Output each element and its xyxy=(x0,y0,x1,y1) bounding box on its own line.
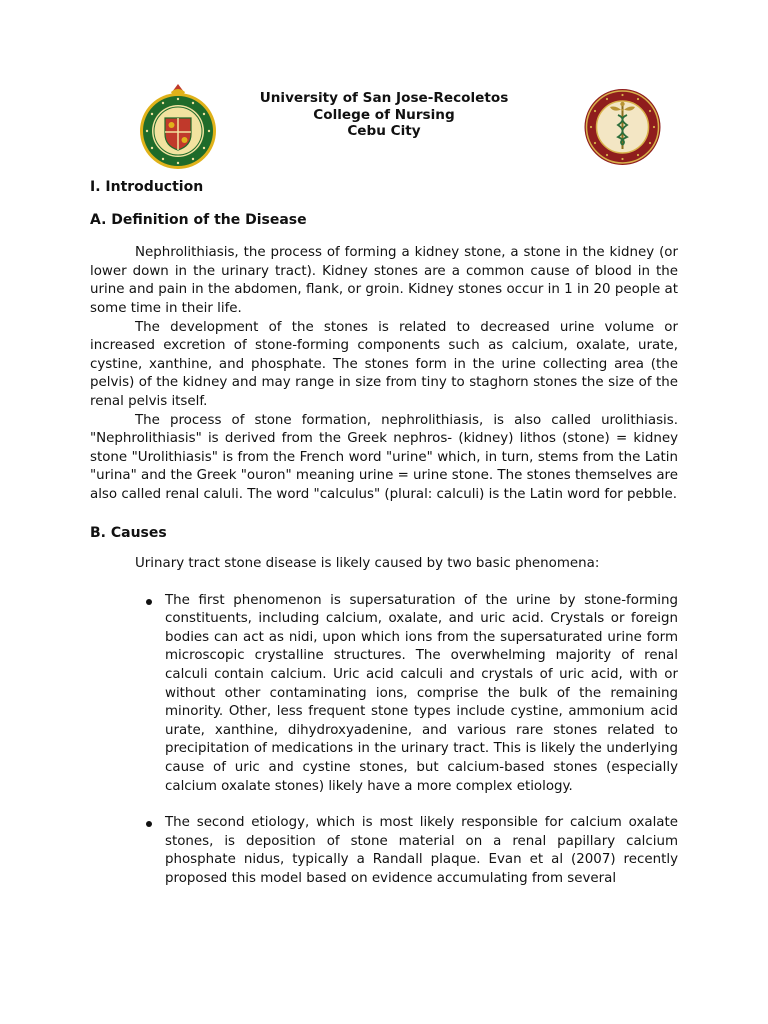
document-body xyxy=(90,178,678,907)
subheading-definition: A. Definition of the Disease xyxy=(90,211,307,228)
paragraph-definition-1: Nephrolithiasis, the process of forming a kidney stone, a stone in the kidney (or lower down in the urinary tract). Kidney stones are a common cause of blood in the urine and pain in the abdomen, flank, or groin. Kidney stones occur in 1 in 20 people at some time in their life. xyxy=(90,245,678,316)
causes-bullet-list xyxy=(90,592,678,889)
nursing-college-seal-icon xyxy=(583,87,662,167)
paragraph-definition-2: The development of the stones is related to decreased urine volume or increased excretion of stone-forming components such as calcium, oxalate, urate, cystine, xanthine, and phosphate. The stones form in the urine collecting area (the pelvis) of the kidney and may range in size from tiny to staghorn stones the size of the renal pelvis itself. xyxy=(90,319,678,409)
university-name: University of San Jose-Recoletos xyxy=(259,90,509,106)
bullet-text: The second etiology, which is most likely responsible for calcium oxalate stones, is deposition of stone material on a renal papillary calcium phosphate nidus, typically a Randall plaque. Evan et al (2007) recently proposed this model based on evidence accumulating from several xyxy=(165,815,678,886)
section-heading-introduction: I. Introduction xyxy=(90,179,204,195)
bullet-text: The first phenomenon is supersaturation of the urine by stone-forming constituents, including calcium, oxalate, and uric acid. Crystals or foreign bodies can act as nidi, upon which ions from the supersaturated urine form microscopic crystalline structures. The overwhelming majority of renal calculi contain calcium. Uric acid calculi and crystals of uric acid, with or without other contaminating ions, comprise the bulk of the remaining minority. Other, less frequent stone types include cystine, ammonium acid urate, xanthine, dihydroxyadenine, and various rare stones related to precipitation of medications in the urinary tract. This is likely the underlying cause of uric and cystine stones, but calcium-based stones (especially calcium oxalate stones) likely have a more complex etiology. xyxy=(165,592,678,794)
subheading-causes: B. Causes xyxy=(90,524,167,541)
bullet-icon xyxy=(146,821,152,827)
paragraph-definition-3: The process of stone formation, nephrolithiasis, is also called urolithiasis. "Nephrolithiasis" is derived from the Greek nephros- (kidney) lithos (stone) = kidney stone "Urolithiasis" is from the French word "urine" which, in turn, stems from the Latin "urina" and the Greek "ouron" meaning urine = urine stone. The stones themselves are also called renal caluli. The word "calculus" (plural: calculi) is the Latin word for pebble. xyxy=(90,412,678,502)
list-item xyxy=(90,592,678,797)
list-item xyxy=(90,814,678,888)
college-name: College of Nursing xyxy=(313,106,455,123)
bullet-icon xyxy=(146,599,152,605)
paragraph-causes-intro: Urinary tract stone disease is likely caused by two basic phenomena: xyxy=(135,556,600,572)
city-name: Cebu City xyxy=(347,123,421,139)
